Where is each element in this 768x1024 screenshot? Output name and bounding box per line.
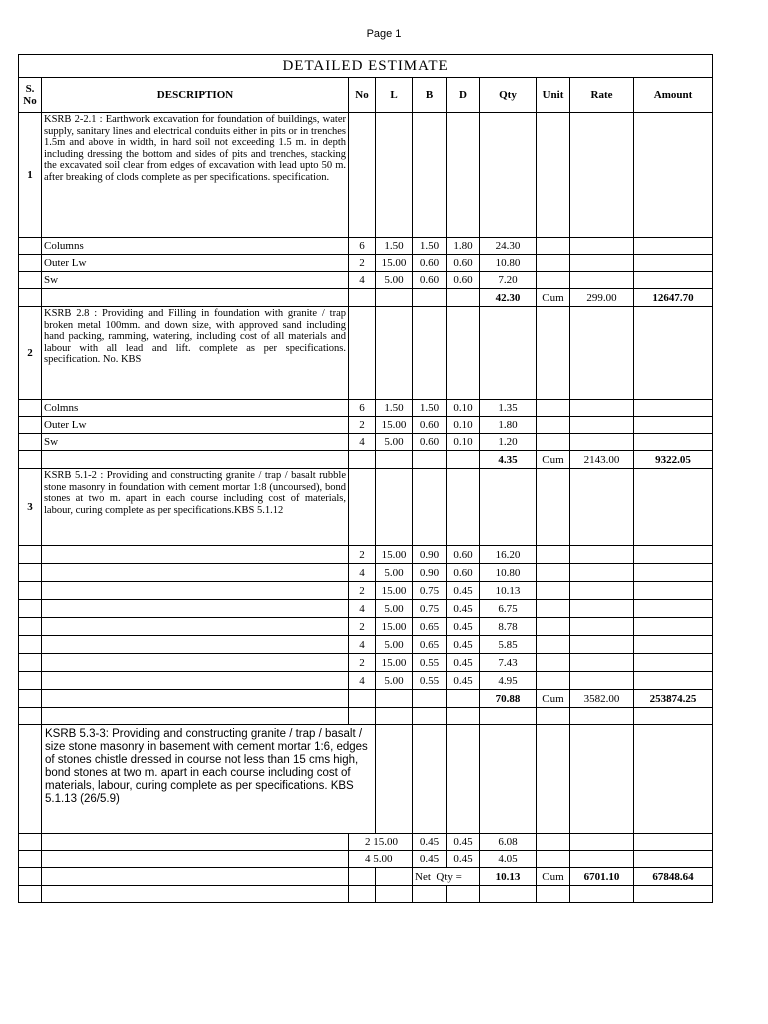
row-no: 2 bbox=[349, 618, 376, 636]
row-no: 4 bbox=[349, 272, 376, 289]
row-qty: 6.08 bbox=[480, 834, 537, 851]
table-row bbox=[19, 434, 713, 451]
row-l: 5.00 bbox=[376, 636, 413, 654]
row-qty: 6.75 bbox=[480, 600, 537, 618]
row-no-l: 2 15.00 bbox=[349, 834, 413, 851]
row-qty: 5.85 bbox=[480, 636, 537, 654]
row-b: 0.45 bbox=[413, 851, 447, 868]
row-d: 0.45 bbox=[447, 600, 480, 618]
row-no: 4 bbox=[349, 564, 376, 582]
header-description: DESCRIPTION bbox=[42, 78, 349, 113]
row-d: 0.45 bbox=[447, 672, 480, 690]
row-b: 0.60 bbox=[413, 434, 447, 451]
spacer-row bbox=[19, 708, 713, 725]
row-l: 5.00 bbox=[376, 272, 413, 289]
row-l: 1.50 bbox=[376, 238, 413, 255]
row-no: 2 bbox=[349, 546, 376, 564]
row-qty: 10.80 bbox=[480, 255, 537, 272]
row-d: 0.10 bbox=[447, 400, 480, 417]
row-b: 0.65 bbox=[413, 618, 447, 636]
row-no: 2 bbox=[349, 582, 376, 600]
total-rate: 2143.00 bbox=[570, 451, 634, 469]
row-b: 0.55 bbox=[413, 672, 447, 690]
item-3-description-row bbox=[19, 469, 713, 546]
row-l: 5.00 bbox=[376, 564, 413, 582]
row-qty: 4.05 bbox=[480, 851, 537, 868]
row-l: 1.50 bbox=[376, 400, 413, 417]
row-d: 0.45 bbox=[447, 654, 480, 672]
row-no: 4 bbox=[349, 672, 376, 690]
row-b: 0.60 bbox=[413, 272, 447, 289]
row-l: 15.00 bbox=[376, 417, 413, 434]
row-d: 1.80 bbox=[447, 238, 480, 255]
header-rate: Rate bbox=[570, 78, 634, 113]
row-d: 0.60 bbox=[447, 564, 480, 582]
row-d: 0.45 bbox=[447, 636, 480, 654]
table-row bbox=[19, 564, 713, 582]
total-qty: 42.30 bbox=[480, 289, 537, 307]
total-amount: 253874.25 bbox=[634, 690, 713, 708]
total-amount: 67848.64 bbox=[634, 868, 713, 886]
row-b: 0.60 bbox=[413, 255, 447, 272]
row-label: Sw bbox=[42, 434, 349, 451]
total-amount: 12647.70 bbox=[634, 289, 713, 307]
row-b: 0.45 bbox=[413, 834, 447, 851]
row-no: 2 bbox=[349, 417, 376, 434]
total-unit: Cum bbox=[537, 451, 570, 469]
item-description: KSRB 5.3-3: Providing and constructing granite / trap / basalt / size stone masonry in basement with cement mortar 1:6, edges of stones chistle dressed in course not less than 15 cms high, bond stones at two m. apart in each course including cost of materials, labour, curing complete as per specifications. KBS 5.1.13 (26/5.9) bbox=[42, 725, 376, 834]
row-d: 0.60 bbox=[447, 272, 480, 289]
table-row bbox=[19, 417, 713, 434]
item-1-description-row bbox=[19, 113, 713, 238]
row-b: 0.90 bbox=[413, 564, 447, 582]
row-no-l: 4 5.00 bbox=[349, 851, 413, 868]
table-row bbox=[19, 636, 713, 654]
item-total-row bbox=[19, 690, 713, 708]
table-row bbox=[19, 238, 713, 255]
row-qty: 10.13 bbox=[480, 582, 537, 600]
header-no: No bbox=[349, 78, 376, 113]
row-l: 15.00 bbox=[376, 654, 413, 672]
row-qty: 1.80 bbox=[480, 417, 537, 434]
total-unit: Cum bbox=[537, 289, 570, 307]
table-row bbox=[19, 272, 713, 289]
row-b: 0.75 bbox=[413, 582, 447, 600]
row-qty: 16.20 bbox=[480, 546, 537, 564]
header-unit: Unit bbox=[537, 78, 570, 113]
header-l: L bbox=[376, 78, 413, 113]
item-sno: 3 bbox=[19, 469, 42, 546]
row-no: 6 bbox=[349, 400, 376, 417]
item-total-row bbox=[19, 868, 713, 886]
item-description: KSRB 2-2.1 : Earthwork excavation for foundation of buildings, water supply, sanitary lines and electrical conduits either in pits or in trenches 1.5m and above in width, in hard soil not exceeding 1.5 m. in depth including dressing the bottom and sides of pits and trenches, stacking the excavated soil clear from edges of excavation with lead upto 50 m. after breaking of clods complete as per specifications. specification. bbox=[42, 113, 349, 238]
table-row bbox=[19, 618, 713, 636]
table-row bbox=[19, 672, 713, 690]
header-qty: Qty bbox=[480, 78, 537, 113]
row-label: Sw bbox=[42, 272, 349, 289]
row-l: 15.00 bbox=[376, 582, 413, 600]
table-row bbox=[19, 600, 713, 618]
row-label: Outer Lw bbox=[42, 255, 349, 272]
total-rate: 6701.10 bbox=[570, 868, 634, 886]
total-unit: Cum bbox=[537, 690, 570, 708]
row-qty: 1.20 bbox=[480, 434, 537, 451]
row-b: 0.90 bbox=[413, 546, 447, 564]
row-b: 1.50 bbox=[413, 400, 447, 417]
table-row bbox=[19, 654, 713, 672]
item-description: KSRB 2.8 : Providing and Filling in foundation with granite / trap broken metal 100mm. and down size, with approved sand including hand packing, ramming, watering, including cost of all materials and labour with all lead and lift. complete as per specifications. specification. No. KBS bbox=[42, 307, 349, 400]
row-no: 2 bbox=[349, 255, 376, 272]
header-amount: Amount bbox=[634, 78, 713, 113]
row-d: 0.45 bbox=[447, 851, 480, 868]
row-d: 0.60 bbox=[447, 546, 480, 564]
total-rate: 299.00 bbox=[570, 289, 634, 307]
total-amount: 9322.05 bbox=[634, 451, 713, 469]
row-no: 4 bbox=[349, 434, 376, 451]
row-qty: 7.43 bbox=[480, 654, 537, 672]
header-row bbox=[19, 78, 713, 113]
row-b: 0.65 bbox=[413, 636, 447, 654]
row-d: 0.10 bbox=[447, 417, 480, 434]
row-d: 0.45 bbox=[447, 582, 480, 600]
row-label: Colmns bbox=[42, 400, 349, 417]
total-unit: Cum bbox=[537, 868, 570, 886]
row-d: 0.10 bbox=[447, 434, 480, 451]
row-b: 0.75 bbox=[413, 600, 447, 618]
row-b: 0.55 bbox=[413, 654, 447, 672]
header-b: B bbox=[413, 78, 447, 113]
item-4-description-row bbox=[19, 725, 713, 834]
table-row bbox=[19, 582, 713, 600]
row-label: Outer Lw bbox=[42, 417, 349, 434]
row-l: 15.00 bbox=[376, 255, 413, 272]
row-qty: 10.80 bbox=[480, 564, 537, 582]
item-description: KSRB 5.1-2 : Providing and constructing granite / trap / basalt rubble stone masonry in foundation with cement mortar 1:8 (uncoursed), bond stones at two m. apart in each course including cost of materials, labour, curing complete as per specifications.KBS 5.1.12 bbox=[42, 469, 349, 546]
item-sno: 1 bbox=[19, 113, 42, 238]
table-row bbox=[19, 834, 713, 851]
item-total-row bbox=[19, 289, 713, 307]
table-row bbox=[19, 546, 713, 564]
row-qty: 4.95 bbox=[480, 672, 537, 690]
row-d: 0.45 bbox=[447, 618, 480, 636]
row-no: 2 bbox=[349, 654, 376, 672]
header-sno: S. No bbox=[19, 78, 42, 113]
header-d: D bbox=[447, 78, 480, 113]
row-b: 0.60 bbox=[413, 417, 447, 434]
row-l: 5.00 bbox=[376, 600, 413, 618]
total-rate: 3582.00 bbox=[570, 690, 634, 708]
row-qty: 7.20 bbox=[480, 272, 537, 289]
table-row bbox=[19, 851, 713, 868]
table-row bbox=[19, 255, 713, 272]
row-no: 4 bbox=[349, 636, 376, 654]
item-sno: 2 bbox=[19, 307, 42, 400]
table-row bbox=[19, 400, 713, 417]
row-d: 0.60 bbox=[447, 255, 480, 272]
row-no: 6 bbox=[349, 238, 376, 255]
row-label: Columns bbox=[42, 238, 349, 255]
estimate-title: DETAILED ESTIMATE bbox=[19, 55, 713, 78]
row-l: 5.00 bbox=[376, 672, 413, 690]
row-qty: 8.78 bbox=[480, 618, 537, 636]
item-2-description-row bbox=[19, 307, 713, 400]
total-qty: 70.88 bbox=[480, 690, 537, 708]
row-l: 15.00 bbox=[376, 546, 413, 564]
row-qty: 24.30 bbox=[480, 238, 537, 255]
total-qty: 10.13 bbox=[480, 868, 537, 886]
row-l: 5.00 bbox=[376, 434, 413, 451]
page-label: Page 1 bbox=[366, 28, 402, 40]
item-total-row bbox=[19, 451, 713, 469]
spacer-row bbox=[19, 886, 713, 903]
row-no: 4 bbox=[349, 600, 376, 618]
total-qty: 4.35 bbox=[480, 451, 537, 469]
row-b: 1.50 bbox=[413, 238, 447, 255]
estimate-table bbox=[18, 54, 713, 903]
row-l: 15.00 bbox=[376, 618, 413, 636]
net-qty-label: Net Qty = bbox=[413, 868, 480, 886]
row-qty: 1.35 bbox=[480, 400, 537, 417]
row-d: 0.45 bbox=[447, 834, 480, 851]
